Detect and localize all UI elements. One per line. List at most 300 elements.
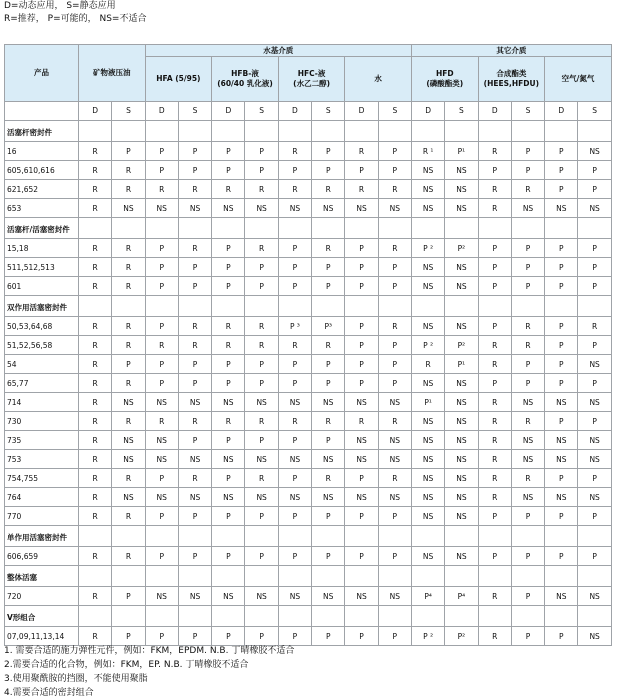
- empty-cell: [545, 606, 578, 627]
- rating-cell: R: [79, 142, 112, 161]
- rating-cell: R: [478, 412, 511, 431]
- header-d: D: [145, 102, 178, 121]
- rating-cell: R: [278, 336, 311, 355]
- rating-cell: P: [212, 374, 245, 393]
- empty-cell: [278, 296, 311, 317]
- rating-cell: R: [79, 355, 112, 374]
- empty-cell: [445, 296, 478, 317]
- rating-cell: P: [212, 277, 245, 296]
- rating-cell: NS: [411, 547, 444, 566]
- empty-cell: [145, 566, 178, 587]
- rating-cell: R: [79, 336, 112, 355]
- product-code: 15,18: [5, 239, 79, 258]
- rating-cell: P: [312, 547, 345, 566]
- rating-cell: P ²: [411, 627, 444, 646]
- rating-cell: P: [278, 355, 311, 374]
- rating-cell: R: [245, 180, 278, 199]
- rating-cell: P: [145, 239, 178, 258]
- empty-cell: [312, 296, 345, 317]
- rating-cell: R: [79, 161, 112, 180]
- rating-cell: R: [112, 507, 145, 526]
- rating-cell: R: [278, 180, 311, 199]
- rating-cell: P: [245, 431, 278, 450]
- product-code: 735: [5, 431, 79, 450]
- rating-cell: NS: [445, 180, 478, 199]
- rating-cell: NS: [378, 199, 411, 218]
- rating-cell: R: [79, 547, 112, 566]
- empty-cell: [445, 218, 478, 239]
- rating-cell: P: [245, 627, 278, 646]
- rating-cell: R: [79, 239, 112, 258]
- rating-cell: P: [545, 627, 578, 646]
- rating-cell: NS: [345, 393, 378, 412]
- rating-cell: NS: [312, 587, 345, 606]
- empty-cell: [112, 121, 145, 142]
- footnote-3: 3.使用聚酰胺的挡圈，不能使用聚脂: [4, 674, 148, 684]
- rating-cell: NS: [345, 587, 378, 606]
- rating-cell: P²: [445, 336, 478, 355]
- table-row: [5, 161, 612, 180]
- empty-cell: [178, 121, 211, 142]
- rating-cell: P: [578, 258, 611, 277]
- empty-cell: [545, 566, 578, 587]
- empty-cell: [345, 296, 378, 317]
- header-hfd: HFD (磷酸酯类): [411, 57, 478, 102]
- rating-cell: P: [145, 507, 178, 526]
- header-ds-blank: [5, 102, 79, 121]
- rating-cell: P: [545, 374, 578, 393]
- rating-cell: P: [112, 355, 145, 374]
- empty-cell: [511, 606, 544, 627]
- empty-cell: [145, 606, 178, 627]
- empty-cell: [278, 218, 311, 239]
- rating-cell: NS: [312, 199, 345, 218]
- rating-cell: R: [178, 180, 211, 199]
- empty-cell: [345, 526, 378, 547]
- rating-cell: P: [545, 161, 578, 180]
- rating-cell: P³: [312, 317, 345, 336]
- table-row: [5, 431, 612, 450]
- table-row: [5, 393, 612, 412]
- rating-cell: NS: [245, 199, 278, 218]
- rating-cell: P: [145, 161, 178, 180]
- table-row: [5, 507, 612, 526]
- section-row: [5, 296, 612, 317]
- empty-cell: [79, 218, 112, 239]
- header-ds-row: [5, 102, 612, 121]
- empty-cell: [345, 566, 378, 587]
- rating-cell: P: [312, 355, 345, 374]
- rating-cell: NS: [112, 431, 145, 450]
- rating-cell: NS: [445, 431, 478, 450]
- section-title: 活塞杆/活塞密封件: [5, 218, 79, 239]
- rating-cell: P: [145, 317, 178, 336]
- empty-cell: [79, 566, 112, 587]
- rating-cell: P: [112, 142, 145, 161]
- rating-cell: P: [312, 627, 345, 646]
- empty-cell: [245, 606, 278, 627]
- rating-cell: P: [112, 587, 145, 606]
- rating-cell: R: [578, 317, 611, 336]
- rating-cell: P: [578, 239, 611, 258]
- header-water: 水: [345, 57, 412, 102]
- section-title: 活塞杆密封件: [5, 121, 79, 142]
- empty-cell: [378, 296, 411, 317]
- empty-cell: [411, 526, 444, 547]
- header-group-water-based: 水基介质: [145, 45, 411, 57]
- empty-cell: [345, 218, 378, 239]
- rating-cell: P: [145, 355, 178, 374]
- header-d: D: [345, 102, 378, 121]
- table-row: [5, 199, 612, 218]
- rating-cell: R: [79, 374, 112, 393]
- rating-cell: NS: [212, 199, 245, 218]
- rating-cell: P: [345, 239, 378, 258]
- header-hfc: HFC-液 (水乙二醇): [278, 57, 345, 102]
- rating-cell: NS: [411, 412, 444, 431]
- rating-cell: R: [79, 469, 112, 488]
- rating-cell: P: [511, 355, 544, 374]
- header-synthetic-esters: 合成酯类 (HEES,HFDU): [478, 57, 545, 102]
- empty-cell: [478, 218, 511, 239]
- rating-cell: P: [511, 258, 544, 277]
- rating-cell: P: [511, 374, 544, 393]
- rating-cell: P: [545, 355, 578, 374]
- rating-cell: R: [178, 469, 211, 488]
- rating-cell: R: [212, 336, 245, 355]
- rating-cell: P: [178, 161, 211, 180]
- rating-cell: P: [478, 507, 511, 526]
- section-title: 整体活塞: [5, 566, 79, 587]
- empty-cell: [545, 526, 578, 547]
- rating-cell: P: [578, 336, 611, 355]
- table-row: [5, 258, 612, 277]
- rating-cell: P: [545, 336, 578, 355]
- empty-cell: [245, 296, 278, 317]
- rating-cell: P: [545, 507, 578, 526]
- rating-cell: P: [345, 547, 378, 566]
- section-title: 双作用活塞密封件: [5, 296, 79, 317]
- header-s: S: [112, 102, 145, 121]
- rating-cell: NS: [212, 587, 245, 606]
- rating-cell: R: [345, 142, 378, 161]
- rating-cell: R: [411, 355, 444, 374]
- rating-cell: P: [178, 431, 211, 450]
- rating-cell: NS: [278, 199, 311, 218]
- rating-cell: NS: [178, 488, 211, 507]
- rating-cell: P: [578, 412, 611, 431]
- empty-cell: [345, 606, 378, 627]
- rating-cell: NS: [511, 393, 544, 412]
- rating-cell: P: [212, 239, 245, 258]
- rating-cell: P: [511, 547, 544, 566]
- rating-cell: P: [178, 547, 211, 566]
- product-code: 606,659: [5, 547, 79, 566]
- empty-cell: [178, 218, 211, 239]
- rating-cell: P: [312, 507, 345, 526]
- rating-cell: NS: [578, 450, 611, 469]
- rating-cell: P²: [445, 239, 478, 258]
- rating-cell: NS: [245, 587, 278, 606]
- rating-cell: P: [145, 374, 178, 393]
- empty-cell: [411, 218, 444, 239]
- rating-cell: P: [278, 277, 311, 296]
- footnote-1: 1. 需要合适的施力弹性元件，例如：FKM，EPDM. N.B. 丁晴橡胶不适合: [4, 646, 295, 656]
- rating-cell: P: [345, 627, 378, 646]
- empty-cell: [278, 121, 311, 142]
- footnote-2: 2.需要合适的化合物，例如：FKM，EP. N.B. 丁晴橡胶不适合: [4, 660, 249, 670]
- rating-cell: P: [545, 142, 578, 161]
- rating-cell: R: [312, 412, 345, 431]
- rating-cell: P: [545, 277, 578, 296]
- rating-cell: R: [79, 450, 112, 469]
- empty-cell: [245, 566, 278, 587]
- empty-cell: [411, 566, 444, 587]
- rating-cell: P: [511, 277, 544, 296]
- section-row: [5, 218, 612, 239]
- rating-cell: NS: [411, 507, 444, 526]
- empty-cell: [145, 296, 178, 317]
- rating-cell: P: [278, 469, 311, 488]
- product-code: 770: [5, 507, 79, 526]
- rating-cell: P: [145, 277, 178, 296]
- rating-cell: NS: [112, 199, 145, 218]
- rating-cell: P: [278, 627, 311, 646]
- table-row: [5, 239, 612, 258]
- rating-cell: R: [212, 180, 245, 199]
- rating-cell: NS: [445, 412, 478, 431]
- empty-cell: [478, 606, 511, 627]
- rating-cell: P: [145, 627, 178, 646]
- empty-cell: [245, 218, 278, 239]
- rating-cell: NS: [445, 488, 478, 507]
- header-air-nitrogen: 空气/氮气: [545, 57, 612, 102]
- rating-cell: NS: [145, 393, 178, 412]
- header-s: S: [178, 102, 211, 121]
- rating-cell: P: [578, 469, 611, 488]
- rating-cell: R ¹: [411, 142, 444, 161]
- empty-cell: [112, 526, 145, 547]
- rating-cell: P ²: [411, 239, 444, 258]
- rating-cell: R: [278, 412, 311, 431]
- header-mineral-oil: 矿物液压油: [79, 45, 146, 102]
- table-row: [5, 355, 612, 374]
- rating-cell: NS: [345, 199, 378, 218]
- rating-cell: NS: [578, 142, 611, 161]
- rating-cell: NS: [445, 507, 478, 526]
- rating-cell: P: [545, 239, 578, 258]
- rating-cell: P: [312, 161, 345, 180]
- empty-cell: [278, 526, 311, 547]
- empty-cell: [312, 566, 345, 587]
- rating-cell: P: [212, 547, 245, 566]
- rating-cell: P: [478, 547, 511, 566]
- rating-cell: R: [478, 142, 511, 161]
- rating-cell: NS: [545, 450, 578, 469]
- rating-cell: P: [312, 431, 345, 450]
- empty-cell: [511, 526, 544, 547]
- rating-cell: R: [278, 142, 311, 161]
- rating-cell: NS: [545, 199, 578, 218]
- rating-cell: NS: [411, 469, 444, 488]
- rating-cell: R: [79, 507, 112, 526]
- rating-cell: R: [212, 317, 245, 336]
- rating-cell: P: [178, 142, 211, 161]
- rating-cell: P: [578, 277, 611, 296]
- rating-cell: P: [145, 258, 178, 277]
- rating-cell: NS: [445, 547, 478, 566]
- rating-cell: R: [79, 277, 112, 296]
- empty-cell: [212, 526, 245, 547]
- rating-cell: R: [245, 239, 278, 258]
- rating-cell: P: [378, 142, 411, 161]
- header-d: D: [411, 102, 444, 121]
- table-row: [5, 547, 612, 566]
- empty-cell: [312, 218, 345, 239]
- empty-cell: [511, 218, 544, 239]
- product-code: 50,53,64,68: [5, 317, 79, 336]
- rating-cell: R: [112, 374, 145, 393]
- rating-cell: R: [145, 180, 178, 199]
- rating-cell: P: [378, 355, 411, 374]
- empty-cell: [79, 526, 112, 547]
- empty-cell: [312, 526, 345, 547]
- empty-cell: [112, 218, 145, 239]
- empty-cell: [145, 121, 178, 142]
- rating-cell: NS: [312, 393, 345, 412]
- rating-cell: P: [212, 431, 245, 450]
- rating-cell: P: [511, 627, 544, 646]
- rating-cell: R: [112, 277, 145, 296]
- rating-cell: NS: [278, 393, 311, 412]
- rating-cell: P: [578, 507, 611, 526]
- rating-cell: P: [545, 412, 578, 431]
- rating-cell: R: [79, 180, 112, 199]
- empty-cell: [578, 526, 611, 547]
- footnote-4: 4.需要合适的密封组合: [4, 688, 94, 698]
- rating-cell: P: [478, 161, 511, 180]
- rating-cell: NS: [411, 374, 444, 393]
- product-code: 764: [5, 488, 79, 507]
- rating-cell: NS: [312, 488, 345, 507]
- rating-cell: NS: [212, 488, 245, 507]
- header-s: S: [312, 102, 345, 121]
- empty-cell: [578, 566, 611, 587]
- rating-cell: R: [312, 469, 345, 488]
- empty-cell: [478, 121, 511, 142]
- empty-cell: [278, 606, 311, 627]
- product-code: 65,77: [5, 374, 79, 393]
- rating-cell: NS: [578, 393, 611, 412]
- header-s: S: [578, 102, 611, 121]
- empty-cell: [212, 121, 245, 142]
- rating-cell: NS: [112, 450, 145, 469]
- empty-cell: [378, 606, 411, 627]
- empty-cell: [178, 526, 211, 547]
- rating-cell: NS: [245, 450, 278, 469]
- rating-cell: P: [378, 507, 411, 526]
- footnotes: [4, 644, 294, 700]
- rating-cell: R: [345, 412, 378, 431]
- rating-cell: P: [545, 317, 578, 336]
- rating-cell: P: [478, 277, 511, 296]
- section-row: [5, 566, 612, 587]
- product-code: 753: [5, 450, 79, 469]
- empty-cell: [511, 566, 544, 587]
- empty-cell: [145, 218, 178, 239]
- rating-cell: NS: [345, 431, 378, 450]
- rating-cell: NS: [545, 431, 578, 450]
- table-row: [5, 374, 612, 393]
- empty-cell: [478, 296, 511, 317]
- rating-cell: R: [378, 317, 411, 336]
- empty-cell: [445, 121, 478, 142]
- rating-cell: P: [212, 355, 245, 374]
- rating-cell: R: [378, 239, 411, 258]
- rating-cell: P: [545, 180, 578, 199]
- rating-cell: P: [312, 374, 345, 393]
- empty-cell: [378, 526, 411, 547]
- rating-cell: R: [112, 180, 145, 199]
- empty-cell: [345, 121, 378, 142]
- rating-cell: NS: [145, 450, 178, 469]
- rating-cell: R: [112, 547, 145, 566]
- compatibility-table: [4, 44, 612, 646]
- rating-cell: P: [178, 374, 211, 393]
- rating-cell: P⁴: [411, 587, 444, 606]
- rating-cell: P⁴: [445, 587, 478, 606]
- product-code: 601: [5, 277, 79, 296]
- rating-cell: R: [245, 317, 278, 336]
- rating-cell: NS: [545, 393, 578, 412]
- rating-cell: P: [578, 547, 611, 566]
- empty-cell: [411, 121, 444, 142]
- rating-cell: P: [345, 161, 378, 180]
- empty-cell: [79, 296, 112, 317]
- rating-cell: NS: [578, 587, 611, 606]
- rating-cell: R: [378, 412, 411, 431]
- empty-cell: [79, 606, 112, 627]
- rating-cell: P: [278, 239, 311, 258]
- empty-cell: [112, 296, 145, 317]
- empty-cell: [411, 606, 444, 627]
- product-code: 754,755: [5, 469, 79, 488]
- rating-cell: P: [345, 469, 378, 488]
- table-row: [5, 627, 612, 646]
- rating-cell: R: [511, 412, 544, 431]
- rating-cell: R: [478, 431, 511, 450]
- rating-cell: R: [378, 180, 411, 199]
- empty-cell: [511, 121, 544, 142]
- rating-cell: P: [245, 547, 278, 566]
- empty-cell: [212, 606, 245, 627]
- rating-cell: R: [79, 317, 112, 336]
- rating-cell: R: [511, 336, 544, 355]
- rating-cell: P: [178, 258, 211, 277]
- rating-cell: R: [511, 469, 544, 488]
- rating-cell: NS: [145, 488, 178, 507]
- empty-cell: [212, 566, 245, 587]
- empty-cell: [178, 606, 211, 627]
- rating-cell: P: [545, 469, 578, 488]
- rating-cell: R: [511, 317, 544, 336]
- rating-cell: R: [478, 627, 511, 646]
- rating-cell: P: [278, 374, 311, 393]
- empty-cell: [445, 566, 478, 587]
- header-d: D: [278, 102, 311, 121]
- empty-cell: [511, 296, 544, 317]
- product-code: 621,652: [5, 180, 79, 199]
